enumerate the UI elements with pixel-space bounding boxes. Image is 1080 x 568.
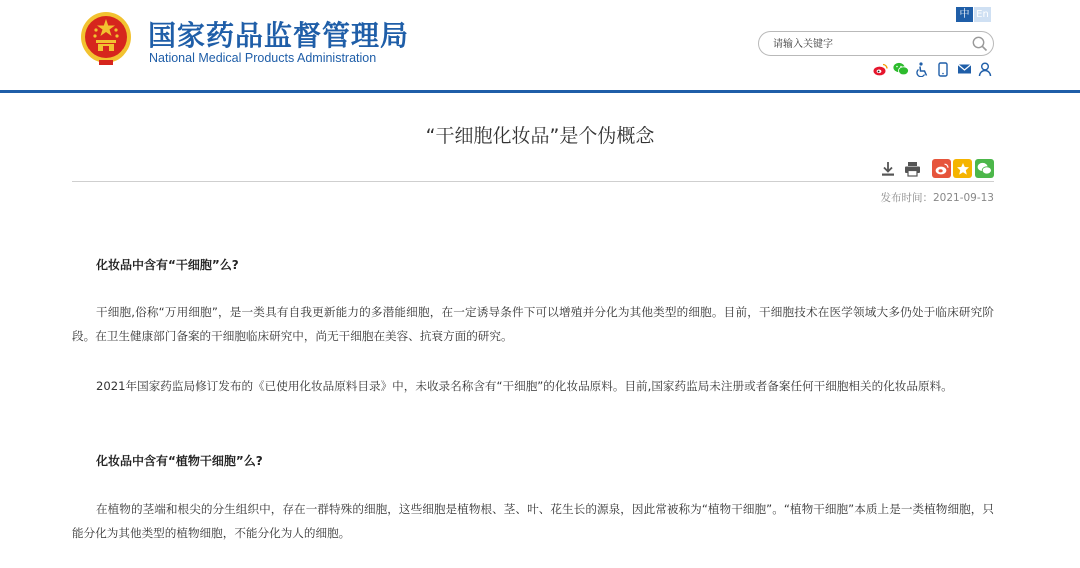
section-heading: 化妆品中含有“干细胞”么? [96, 258, 239, 272]
search-box [758, 31, 994, 56]
search-input[interactable] [773, 35, 963, 53]
site-title-en[interactable]: National Medical Products Administration [149, 51, 377, 65]
share-qzone-button[interactable] [953, 159, 972, 178]
download-icon[interactable] [879, 160, 897, 178]
weibo-icon[interactable] [872, 61, 888, 77]
publish-date-label: 发布时间： [880, 192, 933, 204]
article-actions [879, 160, 921, 178]
share-wechat-button[interactable] [975, 159, 994, 178]
site-title-cn[interactable]: 国家药品监督管理局 [148, 19, 410, 52]
wechat-icon[interactable] [893, 61, 909, 77]
star-icon [956, 162, 970, 176]
mobile-icon[interactable] [935, 61, 951, 77]
accessibility-icon[interactable] [914, 61, 930, 77]
wechat-icon [977, 162, 992, 175]
section-heading: 化妆品中含有“植物干细胞”么? [96, 454, 263, 468]
title-divider [72, 181, 994, 182]
publish-date [880, 190, 994, 205]
user-icon[interactable] [977, 61, 993, 77]
article-title: “干细胞化妆品”是个伪概念 [425, 125, 655, 147]
paragraph: 2021年国家药监局修订发布的《已使用化妆品原料目录》中，未收录名称含有“干细胞”的化妆品原料。目前,国家药监局未注册或者备案任何干细胞相关的化妆品原料。 [96, 379, 953, 393]
site-header [0, 0, 1080, 93]
share-weibo-button[interactable] [932, 159, 951, 178]
paragraph: 干细胞,俗称“万用细胞”，是一类具有自我更新能力的多潜能细胞，在一定诱导条件下可以增殖并分化为其他类型的细胞。目前，干细胞技术在医学领域大多仍处于临床研究阶段。在卫生健康部门备案的干细胞临床研究中，尚无干细胞在美容、抗衰方面的研究。 [72, 305, 994, 343]
paragraph: 在植物的茎端和根尖的分生组织中，存在一群特殊的细胞，这些细胞是植物根、茎、叶、花生长的源泉，因此常被称为“植物干细胞”。“植物干细胞”本质上是一类植物细胞，只能分化为其他类型的植物细胞，不能分化为人的细胞。 [72, 502, 994, 540]
weibo-icon [935, 163, 949, 175]
print-icon[interactable] [903, 160, 921, 178]
national-emblem-logo[interactable] [79, 10, 133, 66]
search-icon[interactable] [971, 35, 989, 53]
mail-icon[interactable] [956, 61, 972, 77]
publish-date-value: 2021-09-13 [932, 192, 994, 204]
header-toolbar [872, 61, 993, 77]
lang-switch-english[interactable]: En [974, 7, 991, 22]
header-divider [0, 90, 1080, 93]
lang-switch-chinese[interactable]: 中 [956, 7, 973, 22]
